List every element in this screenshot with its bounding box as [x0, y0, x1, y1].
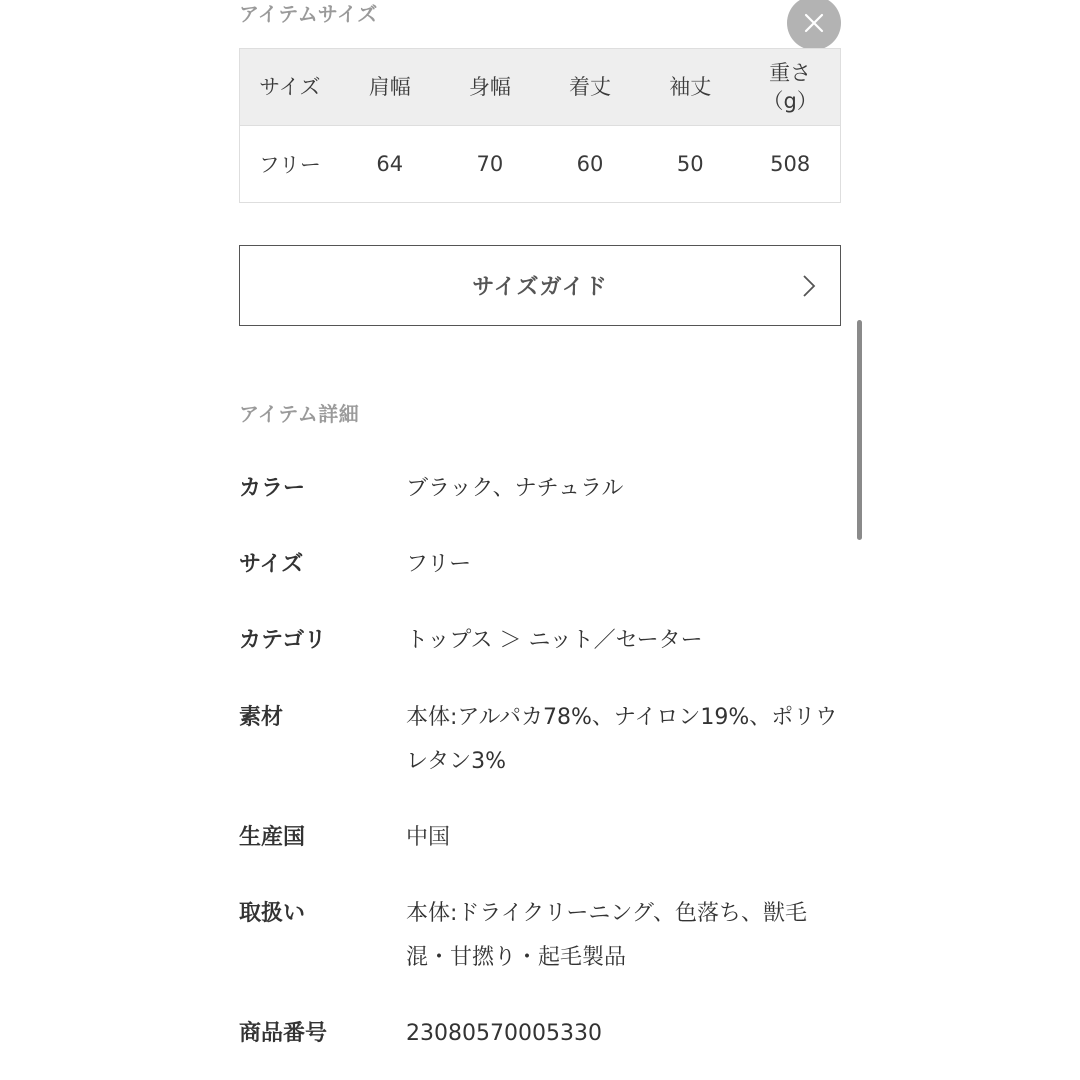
size-table-header: 身幅	[440, 49, 540, 126]
size-table-header-row	[240, 49, 841, 126]
size-table-header: 重さ（g）	[740, 49, 840, 126]
item-size-heading: アイテムサイズ	[239, 2, 378, 26]
detail-key: サイズ	[239, 552, 304, 577]
size-table-header: 着丈	[540, 49, 640, 126]
close-button[interactable]	[787, 0, 841, 50]
size-table-header: 肩幅	[340, 49, 440, 126]
detail-value: フリー	[406, 552, 472, 577]
size-guide-label: サイズガイド	[472, 275, 608, 300]
table-cell: 64	[340, 126, 440, 203]
close-icon	[804, 13, 824, 33]
size-table	[239, 48, 841, 203]
detail-key: 商品番号	[239, 1021, 328, 1046]
item-detail-heading: アイテム詳細	[239, 402, 360, 426]
table-row	[240, 126, 841, 203]
table-cell: 50	[640, 126, 740, 203]
chevron-right-icon	[802, 274, 816, 298]
detail-key: 素材	[239, 705, 284, 730]
detail-key: 生産国	[239, 825, 306, 850]
detail-value: 23080570005330	[406, 1021, 602, 1046]
detail-key: カラー	[239, 476, 306, 501]
table-cell: フリー	[240, 126, 340, 203]
table-cell: 60	[540, 126, 640, 203]
detail-value: トップス ＞ ニット／セーター	[406, 628, 703, 653]
detail-value: 中国	[406, 825, 451, 850]
detail-value: 本体:ドライクリーニング、色落ち、獣毛混・甘撚り・起毛製品	[406, 901, 807, 970]
scrollbar-thumb[interactable]	[857, 320, 862, 540]
size-guide-button[interactable]	[239, 245, 841, 326]
table-cell: 70	[440, 126, 540, 203]
size-table-header: サイズ	[240, 49, 340, 126]
table-cell: 508	[740, 126, 840, 203]
detail-value: 本体:アルパカ78%、ナイロン19%、ポリウレタン3%	[406, 705, 838, 774]
detail-value: ブラック、ナチュラル	[406, 476, 624, 501]
detail-key: カテゴリ	[239, 628, 327, 653]
detail-key: 取扱い	[239, 901, 306, 926]
size-table-header: 袖丈	[640, 49, 740, 126]
